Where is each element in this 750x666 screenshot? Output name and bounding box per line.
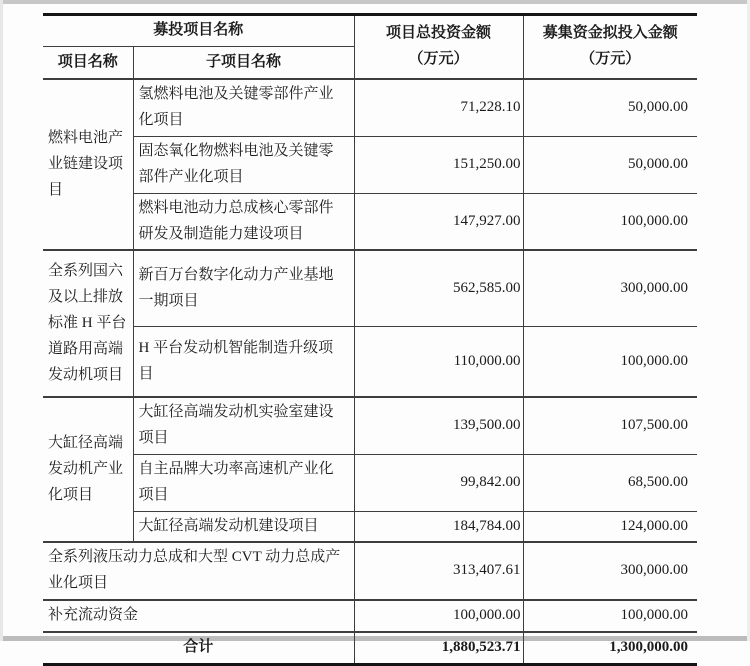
total-amount-cell: 184,784.00	[354, 511, 523, 542]
header-subproject-name: 子项目名称	[133, 46, 354, 79]
header-group-title: 募投项目名称	[43, 15, 354, 47]
total-amount-cell: 71,228.10	[354, 79, 523, 136]
group-cell: 全系列国六及以上排放标准 H 平台道路用高端发动机项目	[43, 250, 133, 397]
header-raised-funds-line2: （万元）	[580, 51, 641, 68]
subproject-cell: 氢燃料电池及关键零部件产业化项目	[133, 79, 354, 136]
project-name-cell: 补充流动资金	[43, 600, 354, 632]
subproject-cell: 自主品牌大功率高速机产业化项目	[133, 455, 354, 512]
page-edge-left	[0, 0, 3, 641]
table-row	[43, 511, 697, 542]
project-name-cell: 全系列液压动力总成和大型 CVT 动力总成产业化项目	[43, 542, 354, 600]
raised-amount-cell: 68,500.00	[523, 455, 697, 512]
table-row	[43, 136, 697, 193]
total-amount-cell: 313,407.61	[354, 542, 523, 600]
subproject-cell: 大缸径高端发动机实验室建设项目	[133, 397, 354, 454]
raised-amount-cell: 107,500.00	[523, 397, 697, 454]
total-amount-cell: 99,842.00	[354, 455, 523, 512]
group-cell: 燃料电池产业链建设项目	[43, 79, 133, 250]
total-row	[43, 632, 697, 664]
table-row	[43, 542, 697, 600]
raised-amount-cell: 300,000.00	[523, 542, 697, 600]
raised-amount-cell: 124,000.00	[523, 511, 697, 542]
grand-total-investment-cell: 1,880,523.71	[354, 632, 523, 664]
raised-amount-cell: 100,000.00	[523, 193, 697, 250]
header-row-1	[43, 15, 697, 47]
table-row	[43, 326, 697, 397]
header-total-investment-line1: 项目总投资金额	[386, 25, 492, 42]
raised-amount-cell: 50,000.00	[523, 79, 697, 136]
raised-amount-cell: 50,000.00	[523, 136, 697, 193]
subproject-cell: 固态氧化物燃料电池及关键零部件产业化项目	[133, 136, 354, 193]
subproject-cell: 新百万台数字化动力产业基地一期项目	[133, 250, 354, 326]
table-row	[43, 250, 697, 326]
total-amount-cell: 562,585.00	[354, 250, 523, 326]
table-row	[43, 193, 697, 250]
header-raised-funds-line1: 募集资金拟投入金额	[542, 25, 678, 42]
total-amount-cell: 151,250.00	[354, 136, 523, 193]
table-row	[43, 79, 697, 136]
table-row	[43, 397, 697, 454]
grand-total-raised-cell: 1,300,000.00	[523, 632, 697, 664]
subproject-cell: 大缸径高端发动机建设项目	[133, 511, 354, 542]
raised-amount-cell: 100,000.00	[523, 600, 697, 632]
page-edge-top	[0, 0, 750, 4]
table-row	[43, 600, 697, 632]
total-amount-cell: 139,500.00	[354, 397, 523, 454]
subproject-cell: H 平台发动机智能制造升级项目	[133, 326, 354, 397]
total-row-label: 合计	[43, 632, 354, 664]
header-total-investment	[354, 15, 523, 80]
raised-amount-cell: 100,000.00	[523, 326, 697, 397]
header-raised-funds	[523, 15, 697, 80]
fundraising-projects-table	[43, 13, 697, 666]
subproject-cell: 燃料电池动力总成核心零部件研发及制造能力建设项目	[133, 193, 354, 250]
raised-amount-cell: 300,000.00	[523, 250, 697, 326]
total-amount-cell: 110,000.00	[354, 326, 523, 397]
group-cell: 大缸径高端发动机产业化项目	[43, 397, 133, 542]
total-amount-cell: 100,000.00	[354, 600, 523, 632]
table-row	[43, 455, 697, 512]
total-amount-cell: 147,927.00	[354, 193, 523, 250]
header-project-name: 项目名称	[43, 46, 133, 79]
header-total-investment-line2: （万元）	[408, 51, 469, 68]
